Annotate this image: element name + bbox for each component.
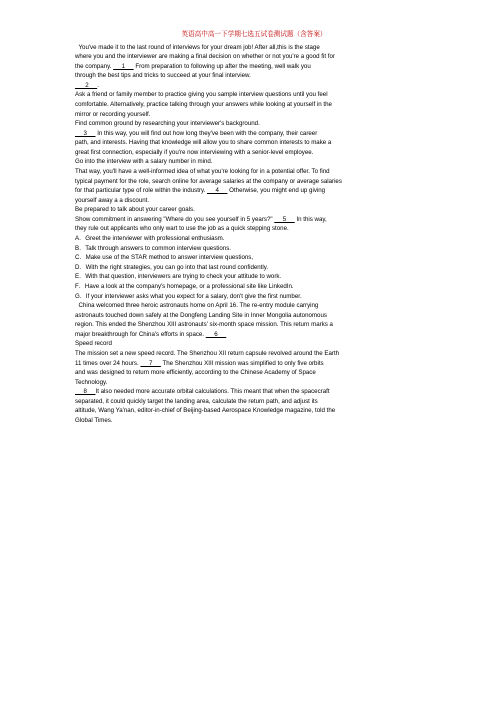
text-segment: Speed record xyxy=(75,340,112,348)
text-segment: The mission set a new speed record. The Shenzhou XII return capsule revolved around the Earth xyxy=(75,350,340,357)
text-segment: they rule out applicants who only wart to use the job as a quick stepping stone. xyxy=(75,225,289,233)
text-line xyxy=(75,100,427,110)
text-segment: B．Talk through answers to common interview questions. xyxy=(75,244,231,252)
answer-blank: 1 xyxy=(113,62,134,70)
text-segment: It also needed more accurate orbital calculations. This meant that when the spacecraft xyxy=(95,388,330,396)
page-title: 英语高中高一下学期七选五试卷测试题（含答案） xyxy=(181,30,327,38)
text-segment: F．Have a look at the company's homepage, or a professional site like LinkedIn. xyxy=(75,282,294,290)
text-line xyxy=(75,119,427,129)
text-line xyxy=(75,81,427,91)
text-line xyxy=(75,215,427,225)
text-line xyxy=(75,406,427,416)
text-segment: separated, it could quickly target the landing area, calculate the return path, and adjust its xyxy=(75,397,318,405)
text-line xyxy=(75,234,427,244)
text-segment: C．Make use of the STAR method to answer interview questions, xyxy=(75,254,254,262)
text-segment: The Shenzhou XIII mission was simplified to only five orbits xyxy=(160,359,324,367)
text-line xyxy=(75,186,427,196)
text-segment: Ask a friend or family member to practice giving you sample interview questions until you feel xyxy=(75,91,328,99)
document-page xyxy=(75,30,427,426)
text-line xyxy=(75,52,427,62)
text-line xyxy=(75,224,427,234)
text-segment: the company. xyxy=(75,62,114,70)
text-line xyxy=(75,339,427,349)
text-line xyxy=(75,129,427,139)
answer-blank: 7 xyxy=(140,359,161,367)
text-segment: A．Greet the interviewer with professional enthusiasm. xyxy=(75,235,225,243)
text-line xyxy=(75,301,427,311)
text-line xyxy=(75,368,427,378)
text-line xyxy=(75,397,427,407)
text-segment: for that particular type of role within the industry. xyxy=(75,187,207,195)
text-segment: E．With that question, interviewers are trying to check your attitude to work. xyxy=(75,273,282,281)
text-line xyxy=(75,196,427,206)
text-segment: yourself away a a discount. xyxy=(75,196,150,204)
text-line xyxy=(75,349,427,359)
text-line xyxy=(75,244,427,254)
text-line xyxy=(75,263,427,273)
text-segment: Be prepared to talk about your career goals. xyxy=(75,206,195,214)
text-segment: China welcomed three heroic astronauts home on April 16. The re-entry module carrying xyxy=(78,302,319,310)
answer-blank: 3 xyxy=(75,129,96,137)
answer-blank: 4 xyxy=(206,187,228,195)
text-segment: Otherwise, you might end up giving xyxy=(227,187,326,195)
text-line xyxy=(75,416,427,426)
text-line xyxy=(75,282,427,292)
text-segment: D．With the right strategies, you can go into that last round confidently. xyxy=(75,263,269,271)
text-line xyxy=(75,378,427,388)
text-line xyxy=(75,110,427,120)
text-line xyxy=(75,90,427,100)
text-line xyxy=(75,177,427,187)
text-line xyxy=(75,43,427,53)
text-segment: You've made it to the last round of interviews for your dream job! After all,this is the stage xyxy=(78,43,320,51)
text-segment: From preparation to following up after the meeting, well walk you xyxy=(133,62,311,70)
text-line xyxy=(75,157,427,167)
text-line xyxy=(75,62,427,72)
text-line xyxy=(75,311,427,321)
text-segment: astronauts touched down safely at the Dongfeng Landing Site in Inner Mongolia autonomous xyxy=(75,311,327,319)
text-segment: Go into the interview with a salary number in mind. xyxy=(75,158,213,166)
document-body xyxy=(75,43,427,426)
text-segment: where you and the interviewer are making a final decision on whether or not you're a good fit for xyxy=(75,53,335,61)
text-line xyxy=(75,138,427,148)
text-line xyxy=(75,387,427,397)
text-line xyxy=(75,320,427,330)
text-segment: region. This ended the Shenzhou XIII astronauts' six-month space mission. This return marks a xyxy=(75,321,333,329)
text-segment: Find common ground by researching your interviewer's background. xyxy=(75,120,260,128)
text-line xyxy=(75,167,427,177)
text-segment: Technology. xyxy=(75,378,108,386)
text-line xyxy=(75,292,427,302)
text-segment: In this way, xyxy=(294,215,327,223)
text-segment: great first connection, especially if you're now interviewing with a senior-level employee. xyxy=(75,148,314,156)
text-line xyxy=(75,330,427,340)
text-line xyxy=(75,253,427,263)
text-line xyxy=(75,71,427,81)
text-segment: altitude, Wang Ya'nan, editor-in-chief of Beijing-based Aerospace Knowledge magazine, told the xyxy=(75,407,336,415)
answer-blank: 2 xyxy=(75,81,98,89)
text-segment: and was designed to return more efficiently, according to the Chinese Academy of Space xyxy=(75,369,316,377)
text-line xyxy=(75,272,427,282)
text-segment: G．If your interviewer asks what you expect for a salary, don't give the first number. xyxy=(75,292,302,300)
text-line xyxy=(75,359,427,369)
answer-blank: 8 xyxy=(75,388,96,396)
text-segment: 11 times over 24 hours. xyxy=(75,359,141,367)
text-segment: . xyxy=(97,81,99,89)
answer-blank: 6 xyxy=(205,330,227,338)
text-segment: through the best tips and tricks to succeed at your final interview. xyxy=(75,72,251,80)
text-line xyxy=(75,148,427,158)
text-segment: Global Times. xyxy=(75,417,113,425)
text-segment: typical payment for the role, search online for average salaries at the company or average salaries xyxy=(75,177,342,185)
text-segment: mirror or recording yourself. xyxy=(75,110,151,118)
text-segment: In this way, you will find out how long they've been with the company, their career xyxy=(95,129,318,137)
answer-blank: 5 xyxy=(274,215,295,223)
text-segment: major breakthrough for China's efforts in space. xyxy=(75,330,206,338)
text-line xyxy=(75,205,427,215)
text-segment: That way, you'll have a well-informed idea of what you're looking for in a potential offer. To find xyxy=(75,168,330,176)
text-segment: path, and interests. Having that knowledge will allow you to share common interests to make a xyxy=(75,139,332,147)
text-segment: comfortable. Alternatively, practice talking through your answers while looking at yourself in the xyxy=(75,100,332,108)
text-segment: Show commitment in answering "Where do you see yourself in 5 years?" xyxy=(75,215,275,223)
